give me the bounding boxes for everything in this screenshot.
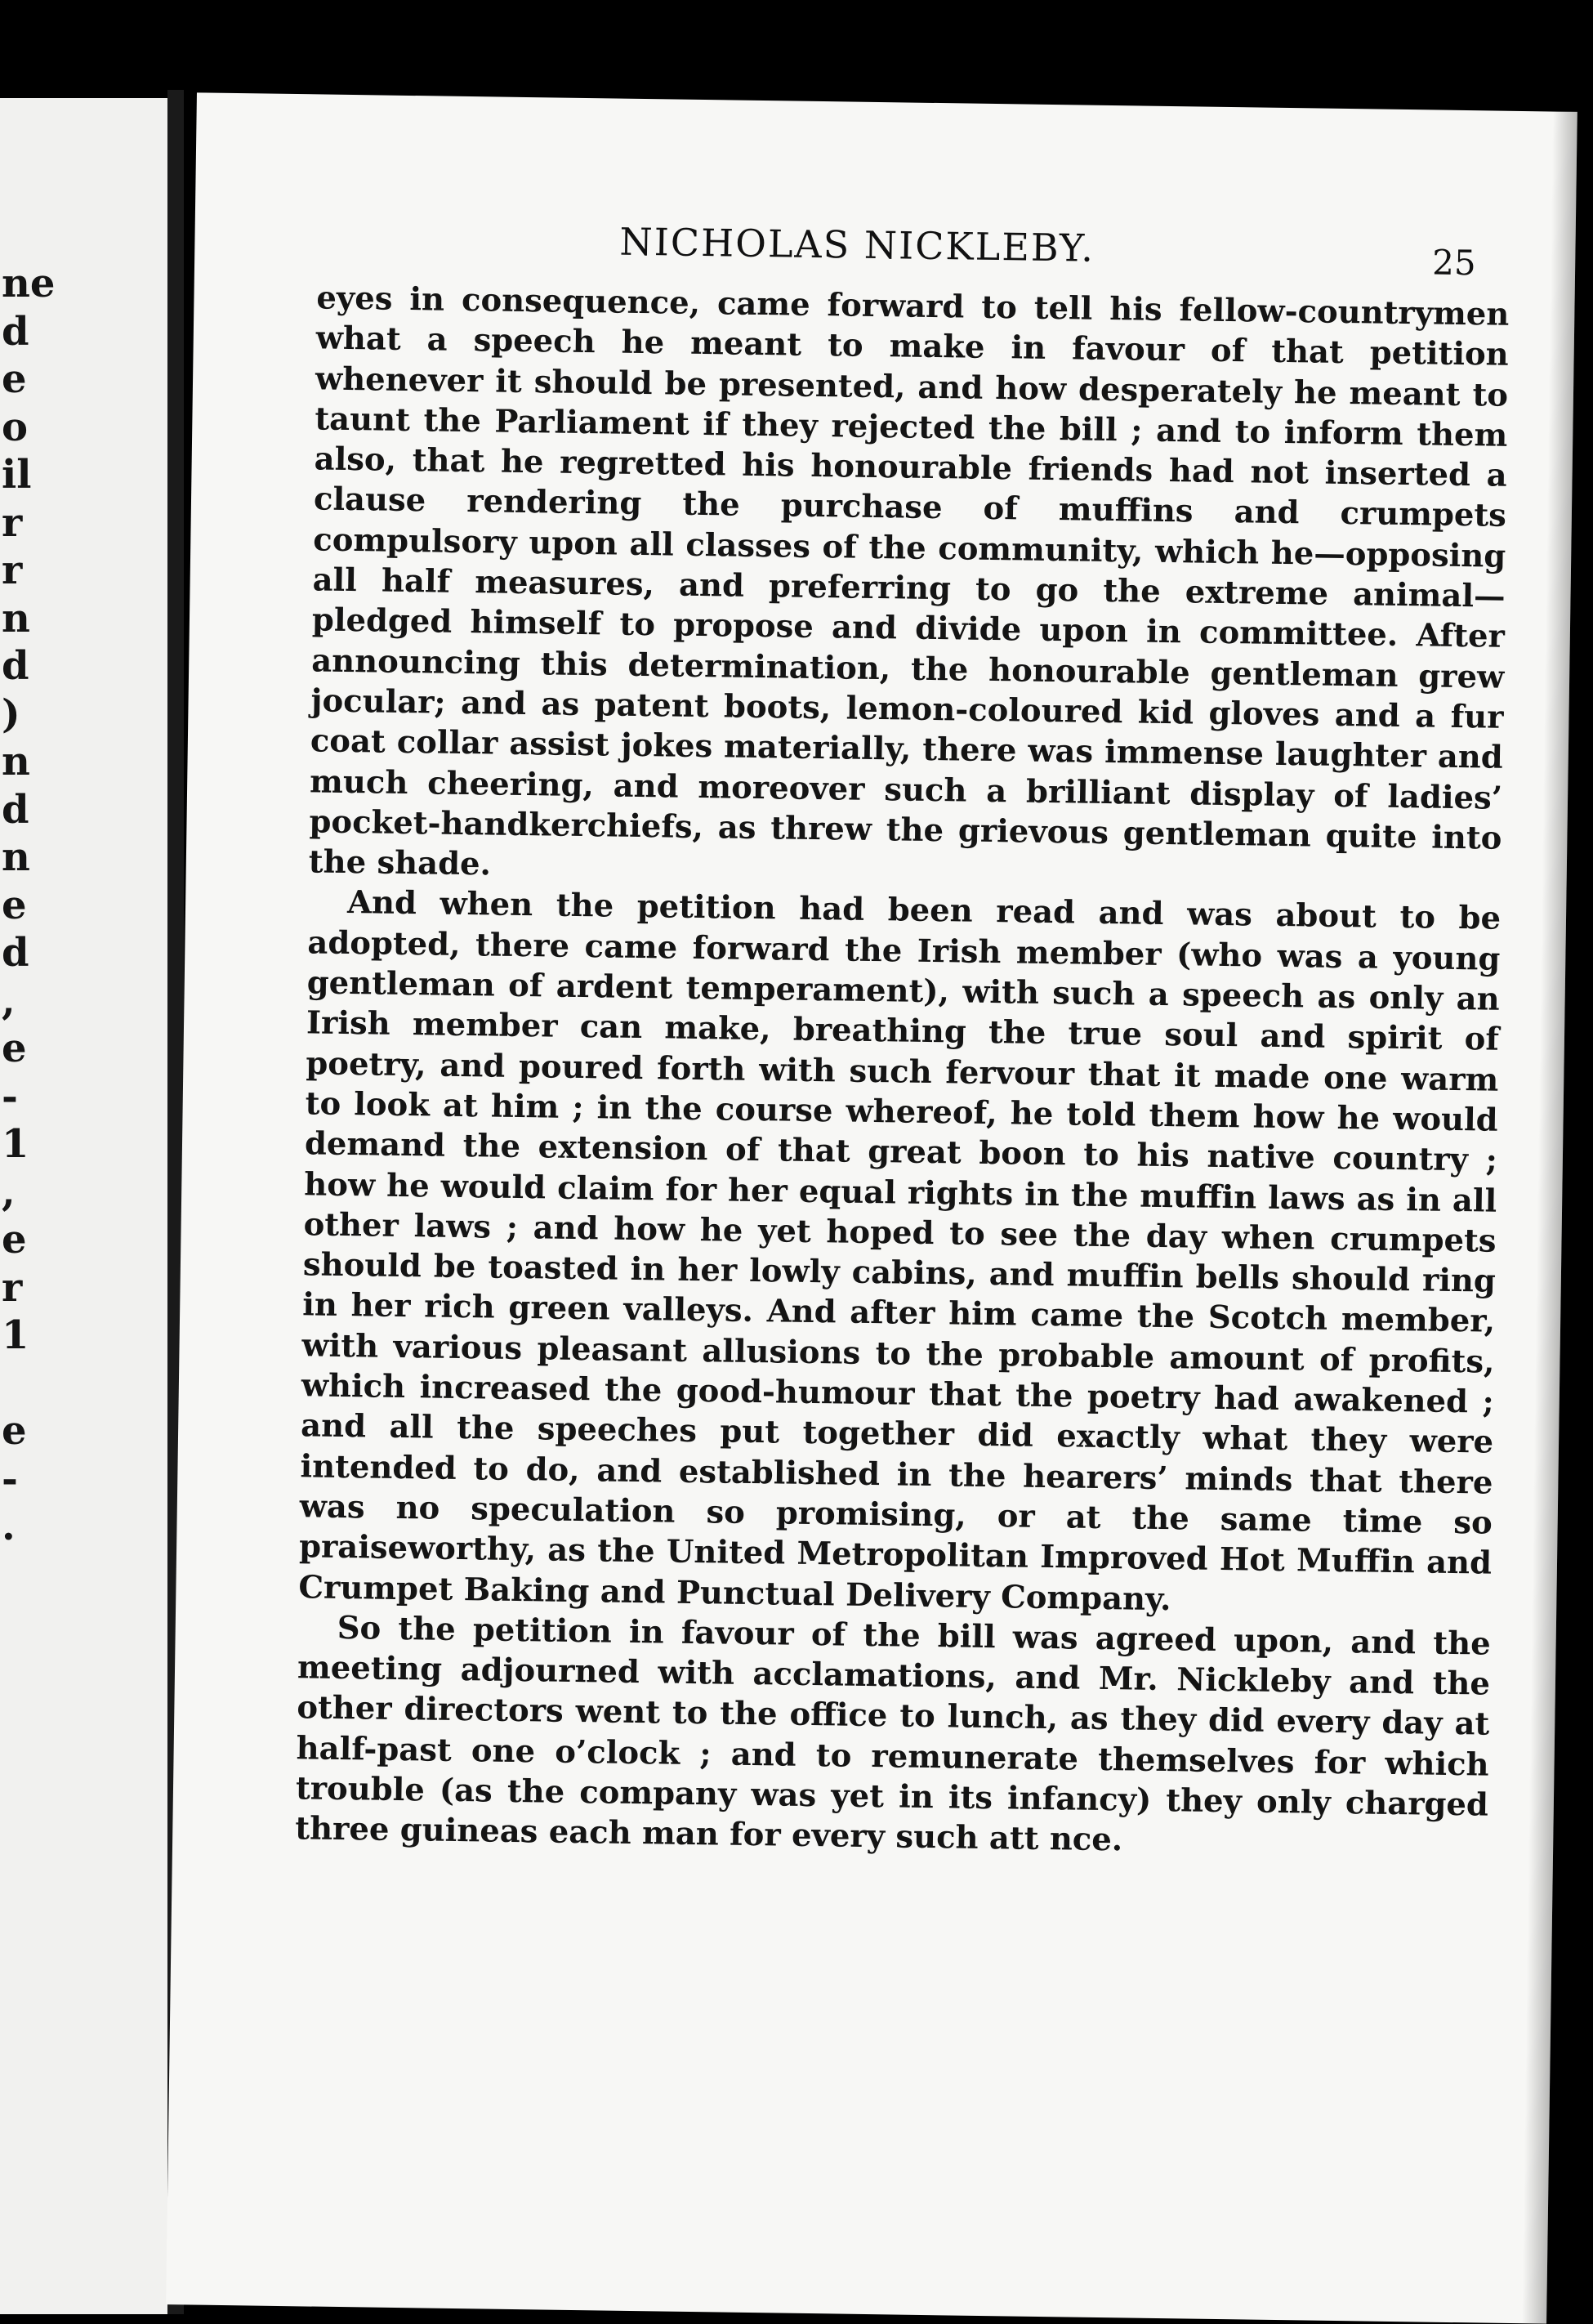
facing-page-line: d <box>2 786 29 833</box>
facing-page-line: e <box>2 1026 27 1071</box>
facing-page-line: e <box>2 356 27 402</box>
facing-page-line: r <box>2 547 23 593</box>
facing-page-line: r <box>2 1264 23 1311</box>
facing-page-line: d <box>2 643 29 689</box>
page-body-text <box>295 278 1510 1866</box>
facing-page-line: o <box>2 404 29 450</box>
facing-page-line: d <box>2 308 29 355</box>
paragraph: So the petition in favour of the bill was agreed upon, and the meeting adjourned with acclamations, and Mr. Nickleby and the other directors went to the office to lunch, as they did every day at half-past one o’clock ; and to remunerate themselves for which trouble (as the company was yet in its infancy) they only charged three guineas each man for every such att nce. <box>295 1609 1491 1859</box>
paragraph: And when the petition had been read and was about to be adopted, there came forward the Irish member (who was a young gentleman of ardent temperament), with such a speech as only an Irish member can make, breathing the true soul and spirit of poetry, and poured forth with such fervour that it made one warm to look at him ; in the course whereof, he told them how he would demand the extension of that great boon to his native country ; how he would claim for her equal rights in the muffin laws as in all other laws ; and how he yet hoped to see the day when crumpets should be toasted in her lowly cabins, and muffin bells should ring in her rich green valleys. And after him came the Scotch member, with various pleasant allusions to the probable amount of profits, which increased the good-humour that the poetry had awakened ; and all the speeches put together did exactly what they were intended to do, and established in the hearers’ minds that there was no speculation so promising, or at the same time so praiseworthy, as the United Metropolitan Improved Hot Muffin and Crumpet Baking and Punctual Delivery Company. <box>298 884 1502 1618</box>
facing-page-line: e <box>2 1217 27 1263</box>
facing-page-line: ne <box>2 261 56 306</box>
paragraph: eyes in consequence, came forward to tell his fellow-countrymen what a speech he meant to make in favour of that petition whenever it should be presented, and how desperately he meant to taunt the Parliament if they rejected the bill ; and to inform them also, that he regretted his honourable friends had not inserted a clause rendering the purchase of muffins and crumpets compulsory upon all classes of the community, which he—opposing all half measures, and preferring to go the extreme animal—pledged himself to propose and divide upon in committee. After announcing this determination, the honourable gentleman grew jocular; and as patent boots, lemon-coloured kid gloves and a fur coat collar assist jokes materially, there was immense laughter and much cheering, and moreover such a brilliant display of ladies’ pocket-handkerchiefs, as threw the grievous gentleman quite into the shade. <box>308 279 1510 883</box>
facing-page-line: n <box>2 595 30 641</box>
facing-page-fragment <box>0 98 167 2314</box>
facing-page-line: - <box>2 1073 18 1120</box>
facing-page-line: n <box>2 739 30 784</box>
facing-page-line: d <box>2 930 29 976</box>
facing-page-line: il <box>2 452 32 498</box>
facing-page-line: ) <box>2 690 20 737</box>
facing-page-line: . <box>2 1504 16 1549</box>
facing-page-line: , <box>2 1169 16 1215</box>
facing-page-line: r <box>2 499 23 546</box>
facing-page-line: 1 <box>2 1312 29 1358</box>
facing-page-line: 1 <box>2 1121 29 1167</box>
book-page <box>166 92 1577 2323</box>
facing-page-text-edge <box>2 260 56 1551</box>
page-edge-shadow <box>1522 112 1577 2324</box>
facing-page-line: , <box>2 977 16 1024</box>
facing-page-line: e <box>2 882 27 928</box>
facing-page-line: e <box>2 1408 27 1454</box>
facing-page-line <box>2 1360 29 1408</box>
facing-page-line: n <box>2 834 30 880</box>
running-title: NICHOLAS NICKLEBY. <box>619 219 1095 270</box>
facing-page-line: - <box>2 1455 18 1502</box>
page-number: 25 <box>1431 242 1477 284</box>
